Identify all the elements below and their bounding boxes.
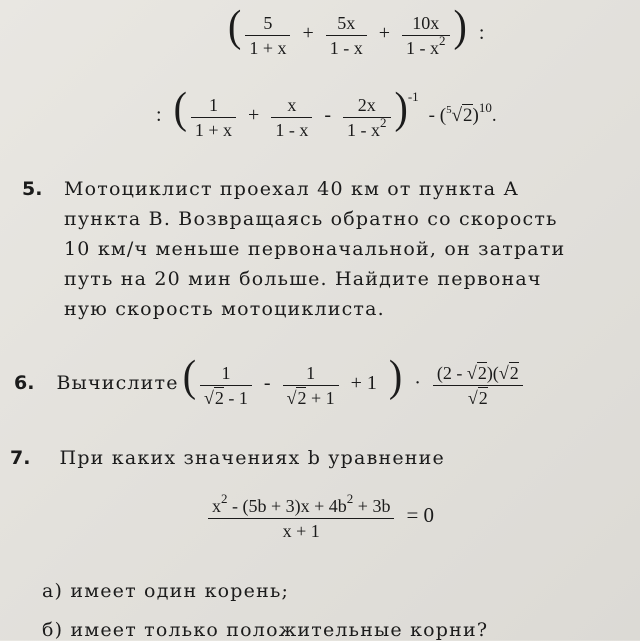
numerator: (2 - √2)(√2 (433, 364, 523, 386)
right-paren: ) (388, 350, 403, 401)
radicand: 2 (478, 387, 488, 408)
problem-text: При каких значениях b уравнение (59, 447, 445, 469)
denominator: √2 - 1 (204, 387, 248, 408)
denominator-base: 1 - x (347, 119, 380, 140)
operator: + (302, 22, 314, 44)
denominator (402, 32, 450, 58)
numerator-part: x (212, 496, 221, 516)
fraction (271, 96, 312, 139)
equation-rhs: = 0 (406, 503, 435, 528)
text-line: ную скорость мотоциклиста. (64, 298, 385, 320)
fraction (283, 364, 339, 407)
operator: + (248, 104, 260, 126)
answer-option-b: б) имеет только положительные корни? (42, 619, 489, 641)
operator: - (263, 372, 271, 394)
radicand: 2 (297, 387, 307, 408)
radicand: 2 (509, 362, 519, 383)
numerator-part: - (5b + 3)x + 4b (227, 496, 347, 516)
numerator: 10x (402, 14, 450, 36)
problem-number: 5. (22, 178, 43, 200)
exponent: 2 (380, 114, 387, 130)
period: . (491, 105, 497, 126)
fraction (402, 14, 450, 57)
denominator-base: 1 - x (406, 37, 440, 58)
denominator-rest: + 1 (306, 387, 335, 408)
numerator: 1 (200, 364, 252, 386)
text-line: 10 км/ч меньше первоначальной, он затрати (64, 238, 566, 260)
left-paren: ( (182, 350, 197, 401)
operator: : (478, 22, 485, 44)
numerator (208, 491, 394, 519)
operator: + 1 (350, 372, 377, 394)
problem-7-equation (208, 491, 442, 541)
radicand: 2 (477, 362, 487, 383)
text-line: путь на 20 мин больше. Найдите первонач (64, 268, 542, 290)
numerator: 5x (326, 14, 367, 36)
root-index: 5 (446, 104, 452, 116)
exponent: 2 (346, 491, 354, 506)
answer-option-a: а) имеет один корень; (42, 580, 290, 602)
exponent: 2 (221, 491, 228, 506)
fraction (326, 14, 367, 57)
fraction (200, 364, 252, 407)
operator: : (156, 104, 162, 126)
denominator: √2 (467, 387, 488, 408)
numerator: x (271, 96, 312, 118)
numerator-part: )( (486, 362, 499, 383)
numerator: 2x (343, 96, 391, 118)
denominator: x + 1 (282, 521, 320, 541)
right-paren: ) (453, 0, 467, 51)
problem-number: 7. (10, 447, 31, 469)
problem-text (64, 178, 565, 328)
problem-6 (14, 352, 523, 407)
denominator: √2 + 1 (286, 387, 335, 408)
denominator: 1 - x (329, 37, 363, 58)
numerator: 5 (245, 14, 290, 36)
right-paren: ) (394, 82, 408, 133)
denominator: 1 - x (275, 119, 309, 140)
problem-7 (10, 447, 445, 469)
fraction (191, 96, 236, 139)
radicand: 2 (463, 105, 473, 126)
problem-number: 6. (14, 372, 35, 394)
expression-line-1 (228, 2, 492, 57)
numerator: 1 (283, 364, 339, 386)
tail-close: ) (472, 105, 479, 126)
exponent: 2 (439, 32, 446, 48)
radicand: 2 (214, 387, 224, 408)
denominator-rest: - 1 (223, 387, 248, 408)
denominator: 1 + x (194, 119, 233, 140)
fraction (433, 364, 523, 407)
expression-line-2: : ( $\frac{1}{1 + x}$ + $\frac{x}{1 - x}$ - $\frac{2x}{1 - x^2}$ )$^{-1} - (^5√2)^{10}$. (156, 82, 497, 140)
fraction (343, 96, 391, 139)
denominator (343, 114, 391, 140)
exponent: 10 (478, 100, 492, 115)
numerator-part: (2 - (436, 362, 467, 383)
fraction (208, 491, 394, 541)
text-line: Мотоциклист проехал 40 км от пункта А (64, 178, 520, 200)
denominator: 1 + x (249, 37, 287, 58)
operator: · (414, 372, 421, 394)
tail-text: - ( (428, 105, 447, 126)
problem-label: Вычислите (56, 372, 179, 394)
operator: + (378, 22, 391, 44)
operator: - (324, 104, 331, 126)
text-line: пункта В. Возвращаясь обратно со скорость (64, 208, 558, 230)
numerator: 1 (191, 96, 236, 118)
numerator-part: + 3b (353, 496, 391, 516)
fraction (245, 14, 290, 57)
left-paren: ( (228, 0, 242, 51)
left-paren: ( (173, 82, 187, 133)
exponent: -1 (407, 89, 419, 104)
